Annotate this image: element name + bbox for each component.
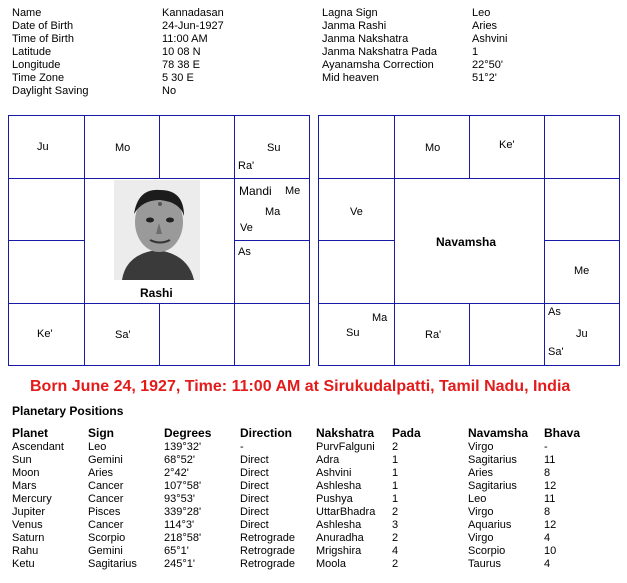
chart-info-value: Aries	[472, 20, 498, 32]
table-cell: 1	[392, 467, 399, 479]
column-header: Nakshatra	[316, 426, 375, 440]
column-header: Navamsha	[468, 426, 529, 440]
birth-info-label: Longitude	[12, 59, 61, 71]
rashi-planet-ve: Ve	[240, 222, 253, 234]
navamsha-planet-as: As	[548, 306, 561, 318]
table-cell: Mercury	[12, 493, 52, 505]
table-cell: 3	[392, 519, 399, 531]
birth-info-value: 5 30 E	[162, 72, 194, 84]
table-cell: Retrograde	[240, 532, 296, 544]
chart-info-label: Lagna Sign	[322, 7, 378, 19]
chart-info-label: Janma Rashi	[322, 20, 387, 32]
chart-info-value: Ashvini	[472, 33, 508, 45]
table-cell: 10	[544, 545, 557, 557]
table-cell: Gemini	[88, 454, 123, 466]
birth-details-heading: Born June 24, 1927, Time: 11:00 AM at Sirukudalpatti, Tamil Nadu, India	[30, 378, 571, 395]
table-cell: 8	[544, 506, 551, 518]
rashi-center-label: Rashi	[140, 286, 173, 300]
rashi-planet-ra: Ra'	[238, 160, 255, 172]
column-header: Pada	[392, 426, 421, 440]
table-cell: Pisces	[88, 506, 121, 518]
table-cell: 1	[392, 454, 399, 466]
table-cell: Scorpio	[88, 532, 126, 544]
table-cell: Virgo	[468, 532, 494, 544]
table-cell: 2°42'	[164, 467, 189, 479]
birth-info-value: 11:00 AM	[162, 33, 208, 45]
table-cell: 11	[544, 454, 556, 466]
table-cell: Virgo	[468, 506, 494, 518]
birth-info-label: Name	[12, 7, 42, 19]
table-cell: Direct	[240, 454, 269, 466]
chart-info-label: Janma Nakshatra	[322, 33, 409, 45]
chart-info-value: 22°50'	[472, 59, 503, 71]
table-cell: Leo	[88, 441, 107, 453]
rashi-planet-as: As	[238, 246, 251, 258]
rashi-planet-me: Me	[285, 185, 301, 197]
table-cell: Mrigshira	[316, 545, 362, 557]
navamsha-planet-ju: Ju	[576, 328, 588, 340]
birth-info-label: Daylight Saving	[12, 85, 89, 97]
table-cell: 107°58'	[164, 480, 202, 492]
chart-info-value: Leo	[472, 7, 491, 19]
birth-info-value: 78 38 E	[162, 59, 200, 71]
table-cell: 12	[544, 480, 557, 492]
table-cell: Aquarius	[468, 519, 512, 531]
birth-info-value: 10 08 N	[162, 46, 201, 58]
navamsha-planet-ma: Ma	[372, 312, 388, 324]
column-header: Planet	[12, 426, 49, 440]
table-cell: Taurus	[468, 558, 502, 570]
navamsha-planet-ke: Ke'	[499, 139, 515, 151]
table-cell: Jupiter	[12, 506, 46, 518]
table-cell: 65°1'	[164, 545, 189, 557]
table-cell: Cancer	[88, 480, 124, 492]
birth-info-label: Time Zone	[12, 72, 65, 84]
table-cell: 4	[544, 532, 551, 544]
table-cell: Ashvini	[316, 467, 352, 479]
table-cell: 2	[392, 558, 399, 570]
table-cell: Sagitarius	[468, 454, 517, 466]
table-cell: 339°28'	[164, 506, 202, 518]
birth-info-value: No	[162, 85, 177, 97]
navamsha-planet-me: Me	[574, 265, 590, 277]
table-cell: Adra	[316, 454, 340, 466]
table-cell: PurvFalguni	[316, 441, 375, 453]
table-cell: 2	[392, 532, 399, 544]
table-cell: 8	[544, 467, 551, 479]
column-header: Bhava	[544, 426, 581, 440]
chart-info-value: 51°2'	[472, 72, 497, 84]
table-cell: Saturn	[12, 532, 45, 544]
table-cell: Retrograde	[240, 558, 296, 570]
chart-info-label: Mid heaven	[322, 72, 379, 84]
table-cell: 4	[544, 558, 551, 570]
table-cell: Direct	[240, 493, 269, 505]
table-cell: Sun	[12, 454, 32, 466]
table-cell: 2	[392, 506, 399, 518]
rashi-planet-su: Su	[267, 142, 281, 154]
navamsha-planet-su: Su	[346, 327, 360, 339]
navamsha-planet-ra: Ra'	[425, 329, 442, 341]
rashi-mandi: Mandi	[239, 184, 272, 198]
navamsha-center-label: Navamsha	[436, 235, 497, 249]
table-cell: 2	[392, 441, 399, 453]
rashi-planet-mo: Mo	[115, 142, 131, 154]
table-cell: 139°32'	[164, 441, 202, 453]
chart-info-label: Ayanamsha Correction	[322, 59, 434, 71]
table-cell: 11	[544, 493, 556, 505]
table-cell: Ketu	[12, 558, 35, 570]
table-cell: Ashlesha	[316, 519, 362, 531]
table-cell: Direct	[240, 480, 269, 492]
table-cell: Leo	[468, 493, 487, 505]
table-cell: Aries	[88, 467, 114, 479]
birth-info-label: Time of Birth	[12, 33, 74, 45]
birth-info-value: Kannadasan	[162, 7, 224, 19]
table-cell: Cancer	[88, 519, 124, 531]
table-cell: 114°3'	[164, 519, 195, 531]
column-header: Degrees	[164, 426, 212, 440]
table-cell: Scorpio	[468, 545, 506, 557]
table-cell: Moola	[316, 558, 346, 570]
table-cell: 218°58'	[164, 532, 202, 544]
portrait-photo	[114, 180, 200, 280]
table-cell: UttarBhadra	[316, 506, 376, 518]
table-cell: 68°52'	[164, 454, 195, 466]
navamsha-planet-ve: Ve	[350, 206, 363, 218]
table-cell: Mars	[12, 480, 37, 492]
table-cell: Sagitarius	[88, 558, 137, 570]
table-cell: Ascendant	[12, 441, 64, 453]
table-cell: Moon	[12, 467, 40, 479]
chart-info-value: 1	[472, 46, 479, 58]
birth-info-value: 24-Jun-1927	[162, 20, 224, 32]
table-cell: Cancer	[88, 493, 124, 505]
table-cell: 4	[392, 545, 399, 557]
table-cell: Direct	[240, 506, 269, 518]
table-cell: Gemini	[88, 545, 123, 557]
table-cell: Sagitarius	[468, 480, 517, 492]
table-cell: Retrograde	[240, 545, 296, 557]
table-cell: Virgo	[468, 441, 494, 453]
column-header: Sign	[88, 426, 114, 440]
chart-info-label: Janma Nakshatra Pada	[322, 46, 437, 58]
table-cell: Pushya	[316, 493, 353, 505]
table-cell: 12	[544, 519, 557, 531]
rashi-chart	[8, 115, 310, 366]
birth-info-label: Date of Birth	[12, 20, 74, 32]
rashi-planet-ma: Ma	[265, 206, 281, 218]
rashi-planet-sa: Sa'	[115, 329, 131, 341]
navamsha-planet-mo: Mo	[425, 142, 441, 154]
table-cell: -	[544, 441, 548, 453]
table-cell: Venus	[12, 519, 43, 531]
table-cell: 1	[392, 493, 399, 505]
table-cell: -	[240, 441, 244, 453]
rashi-planet-ju: Ju	[37, 141, 49, 153]
table-cell: 93°53'	[164, 493, 195, 505]
table-cell: Ashlesha	[316, 480, 362, 492]
table-cell: 1	[392, 480, 399, 492]
table-cell: Anuradha	[316, 532, 364, 544]
table-cell: Aries	[468, 467, 494, 479]
table-cell: Direct	[240, 519, 269, 531]
table-cell: Rahu	[12, 545, 39, 557]
birth-info-label: Latitude	[12, 46, 52, 58]
navamsha-planet-sa: Sa'	[548, 346, 564, 358]
table-cell: Direct	[240, 467, 269, 479]
rashi-planet-ke: Ke'	[37, 328, 53, 340]
column-header: Direction	[240, 426, 293, 440]
navamsha-chart	[318, 115, 620, 366]
planetary-positions-title: Planetary Positions	[12, 404, 124, 418]
table-cell: 245°1'	[164, 558, 195, 570]
